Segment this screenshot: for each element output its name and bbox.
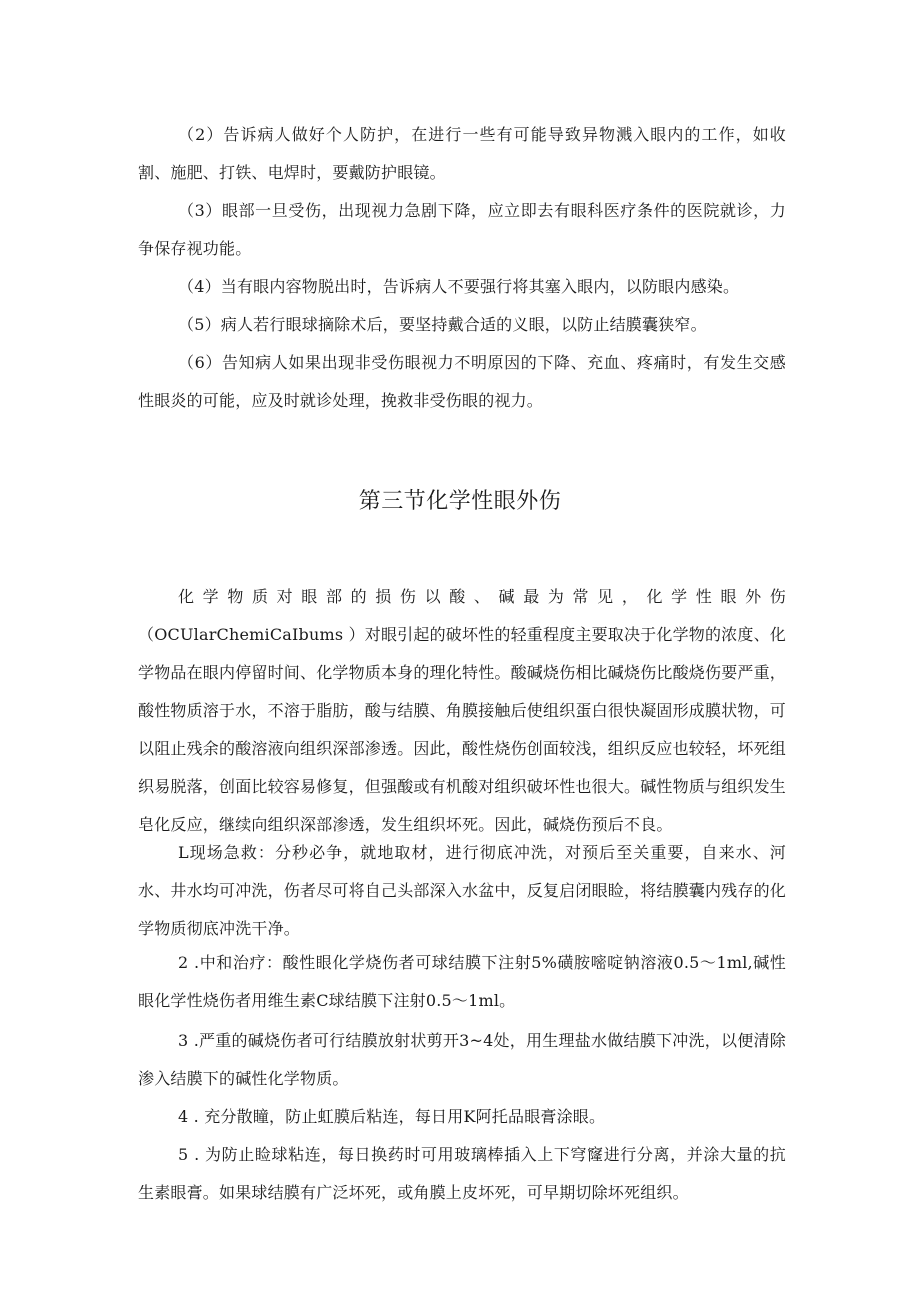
list-item-4: （4）当有眼内容物脱出时，告诉病人不要强行将其塞入眼内，以防眼内感染。	[178, 277, 740, 296]
list-item-5: （5）病人若行眼球摘除术后，要坚持戴合适的义眼，以防止结膜囊狭窄。	[178, 315, 707, 334]
step-5-symblepharon-prevention: 5 . 为防止睑球粘连，每日换药时可用玻璃棒插入上下穹窿进行分离，并涂大量的抗生素眼膏。如果球结膜有广泛坏死，或角膜上皮坏死，可早期切除坏死组织。	[138, 1145, 786, 1202]
step-1-first-aid: L现场急救：分秒必争，就地取材，进行彻底冲洗，对预后至关重要，自来水、河水、井水均可冲洗，伤者尽可将自己头部深入水盆中，反复启闭眼睑，将结膜囊内残存的化学物质彻底冲洗干净。	[138, 843, 787, 938]
step-4-mydriasis: 4 . 充分散瞳，防止虹膜后粘连，每日用K阿托品眼膏涂眼。	[178, 1107, 606, 1126]
step-3-conjunctival-incision: 3 .严重的碱烧伤者可行结膜放射状剪开3~4处，用生理盐水做结膜下冲洗，以便清除渗入结膜下的碱性化学物质。	[138, 1031, 786, 1088]
intro-paragraph: 化学物质对眼部的损伤以酸、碱最为常见，化学性眼外伤（OCUlarChemiCaIbums ）对眼引起的破坏性的轻重程度主要取决于化学物的浓度、化学物品在眼内停留时间、化学物质本身的理化特性。酸碱烧伤相比碱烧伤比酸烧伤要严重，酸性物质溶于水，不溶于脂肪，酸与结膜、角膜接触后使组织蛋白很快凝固形成膜状物，可以阻止残余的酸溶液向组织深部渗透。因此，酸性烧伤创面较浅，组织反应也较轻，坏死组织易脱落，创面比较容易修复，但强酸或有机酸对组织破坏性也很大。碱性物质与组织发生皂化反应，继续向组织深部渗透，发生组织坏死。因此，碱烧伤预后不良。	[138, 587, 787, 834]
list-item-2: （2）告诉病人做好个人防护，在进行一些有可能导致异物溅入眼内的工作，如收割、施肥、打铁、电焊时，要戴防护眼镜。	[138, 125, 786, 182]
section-title: 第三节化学性眼外伤	[358, 489, 562, 514]
list-item-6: （6）告知病人如果出现非受伤眼视力不明原因的下降、充血、疼痛时，有发生交感性眼炎的可能，应及时就诊处理，挽救非受伤眼的视力。	[138, 353, 786, 410]
list-item-3: （3）眼部一旦受伤，出现视力急剧下降，应立即去有眼科医疗条件的医院就诊，力争保存视功能。	[138, 201, 786, 258]
step-2-neutralization: 2 .中和治疗：酸性眼化学烧伤者可球结膜下注射5%磺胺嘧啶钠溶液0.5～1ml,碱性眼化学性烧伤者用维生素C球结膜下注射0.5～1ml。	[138, 953, 786, 1010]
